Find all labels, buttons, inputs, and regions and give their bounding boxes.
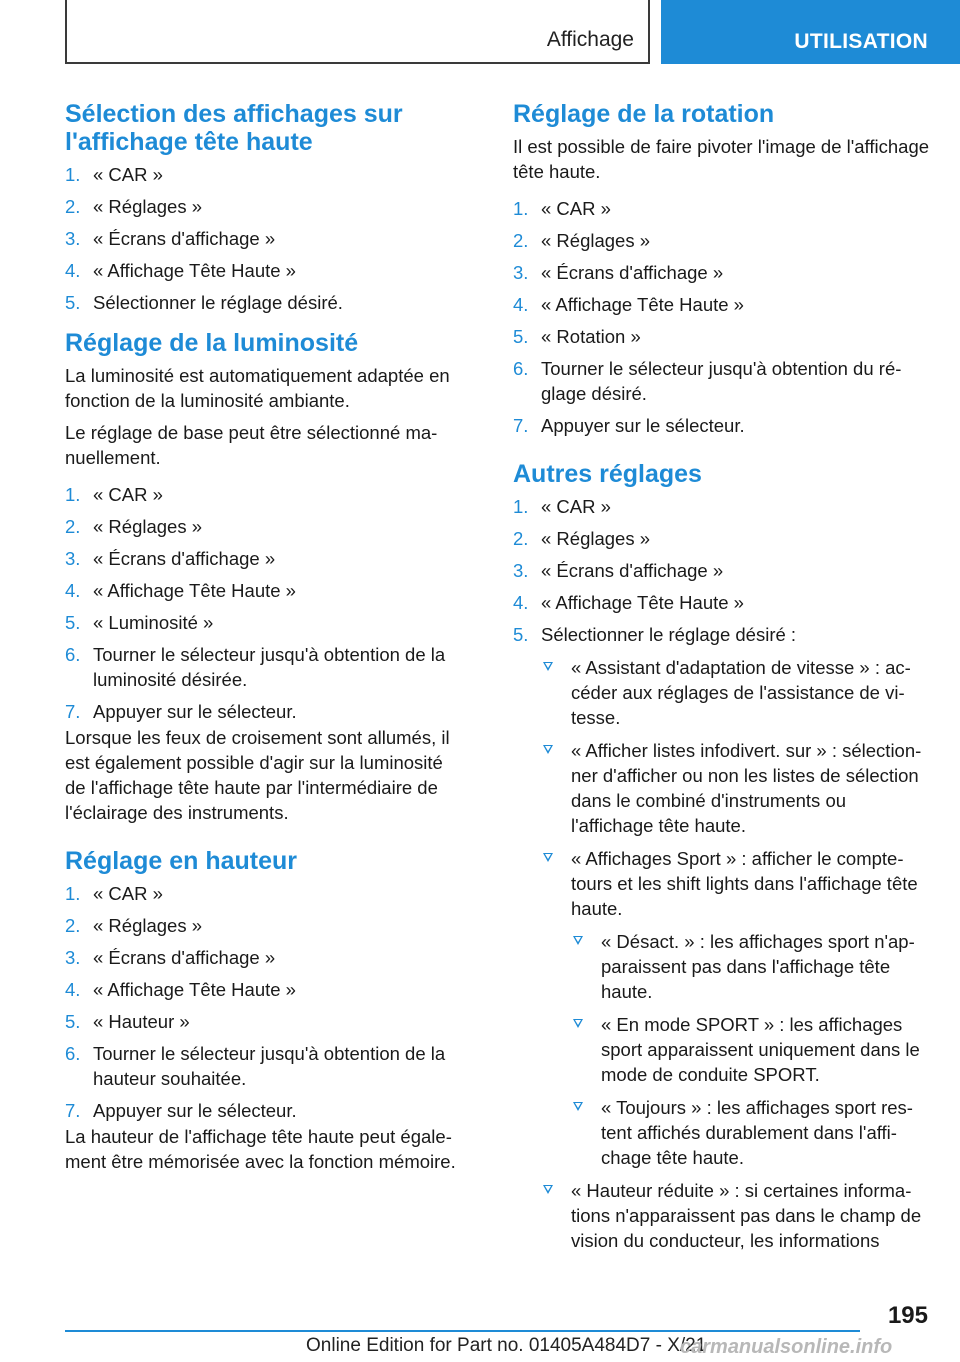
step-item: 3. « Écrans d'affichage »: [513, 560, 724, 581]
watermark: carmanualsonline.info: [680, 1336, 893, 1358]
step-item: 1. « CAR »: [65, 883, 163, 904]
step-item: 5. « Luminosité »: [65, 612, 214, 633]
paragraph: La hauteur de l'affichage tête haute peut également être mémorisée avec la fonction mémoire.: [65, 1126, 456, 1172]
step-item: 3. « Écrans d'affichage »: [65, 228, 276, 249]
sub-bullet-item: « Désact. » : les affichages sport n'apparaissent pas dans l'affichage tête haute.: [571, 929, 931, 1004]
footer-divider: [65, 1330, 860, 1332]
header-section-title: Affichage: [546, 28, 634, 51]
step-item: 6. Tourner le sélecteur jusqu'à obtention du réglage désiré.: [513, 358, 902, 404]
section-heading: Réglage de la luminosité: [65, 329, 359, 357]
step-item: 1. « CAR »: [513, 496, 611, 517]
step-item: 1. « CAR »: [65, 164, 163, 185]
step-item: 2. « Réglages »: [65, 915, 203, 936]
section-other-settings: [513, 460, 931, 1253]
triangle-bullet-icon: [573, 1019, 583, 1028]
step-item: 7. Appuyer sur le sélecteur.: [65, 701, 297, 722]
bullet-item: « Afficher listes infodivert. sur » : sélectionner d'afficher ou non les listes de sélection dans le combiné d'instruments ou l'affichage tête haute.: [541, 738, 931, 838]
step-item: 4. « Affichage Tête Haute »: [65, 580, 296, 601]
paragraph: La luminosité est automatiquement adaptée en fonction de la luminosité ambiante.: [65, 365, 450, 411]
sub-bullet-list: [571, 929, 931, 1170]
step-item: 4. « Affichage Tête Haute »: [513, 592, 744, 613]
section-heading: Sélection des affichages sur l'affichage tête haute: [65, 100, 403, 156]
step-item: 4. « Affichage Tête Haute »: [65, 260, 296, 281]
step-list: [513, 494, 931, 1253]
step-item: 1. « CAR »: [65, 484, 163, 505]
step-item: 4. « Affichage Tête Haute »: [513, 294, 744, 315]
step-item: 5. « Rotation »: [513, 326, 641, 347]
step-item: 6. Tourner le sélecteur jusqu'à obtention de la luminosité désirée.: [65, 644, 446, 690]
step-item: 2. « Réglages »: [65, 196, 203, 217]
triangle-bullet-icon: [543, 853, 553, 862]
header-chapter-title: UTILISATION: [794, 30, 928, 53]
step-item: 5. Sélectionner le réglage désiré : « Assistant d'adaptation de vitesse » : accéder aux réglages de l'assistance de vitesse. « Afficher listes infodivert. sur » : sélectionner d'afficher ou non les listes de sélection dans le combiné d'instruments ou l'affichage tête haute. « Affichages Sport » : afficher le compte-tours et les shift lights dans l'affichage tête haute. « Désact. » : les affichages sport n'apparaissent pas dans l'affichage tête haute. « En mode SPORT » : les affichages sport apparaissent uniquement dans le mode de conduite SPORT. « Toujours » : les affichages sport restent affichés durablement dans l'affichage tête haute. « Hauteur réduite » : si certaines informations n'apparaissent pas dans le champ de vision du conducteur, les informations: [513, 622, 931, 1253]
step-item: 6. Tourner le sélecteur jusqu'à obtention de la hauteur souhaitée.: [65, 1043, 446, 1089]
triangle-bullet-icon: [543, 745, 553, 754]
step-list: [65, 482, 467, 724]
section-heading: Réglage de la rotation: [513, 100, 775, 128]
header-chapter-box: [661, 0, 960, 64]
step-item: 7. Appuyer sur le sélecteur.: [65, 1100, 297, 1121]
triangle-bullet-icon: [573, 1102, 583, 1111]
paragraph: Lorsque les feux de croisement sont allumés, il est également possible d'agir sur la luminosité de l'affichage tête haute par l'intermédiaire de l'éclairage des instruments.: [65, 727, 450, 823]
triangle-bullet-icon: [573, 936, 583, 945]
step-item: 3. « Écrans d'affichage »: [65, 947, 276, 968]
header-section-box: [65, 0, 650, 64]
step-item: 2. « Réglages »: [65, 516, 203, 537]
paragraph: Il est possible de faire pivoter l'image de l'affichage tête haute.: [513, 136, 930, 182]
paragraph: Le réglage de base peut être sélectionné manuellement.: [65, 422, 438, 468]
step-list: [65, 162, 467, 315]
bullet-item: « Affichages Sport » : afficher le compte-tours et les shift lights dans l'affichage tête haute. « Désact. » : les affichages sport n'apparaissent pas dans l'affichage tête haute. « En mode SPORT » : les affichages sport apparaissent uniquement dans le mode de conduite SPORT. « Toujours » : les affichages sport restent affichés durablement dans l'affichage tête haute.: [541, 846, 931, 1170]
triangle-bullet-icon: [543, 662, 553, 671]
bullet-item: « Hauteur réduite » : si certaines informations n'apparaissent pas dans le champ de vision du conducteur, les informations: [541, 1178, 931, 1253]
step-item: 3. « Écrans d'affichage »: [513, 262, 724, 283]
step-list: [65, 881, 467, 1123]
section-heading: Autres réglages: [513, 460, 702, 488]
section-display-selection: [65, 100, 467, 315]
section-height: [65, 847, 467, 1174]
bullet-list: [541, 655, 931, 1253]
step-item: 4. « Affichage Tête Haute »: [65, 979, 296, 1000]
left-column: [65, 100, 467, 1188]
right-column: [513, 100, 931, 1267]
step-item: 3. « Écrans d'affichage »: [65, 548, 276, 569]
step-item: 5. « Hauteur »: [65, 1011, 190, 1032]
bullet-item: « Assistant d'adaptation de vitesse » : accéder aux réglages de l'assistance de vitesse.: [541, 655, 931, 730]
footer-edition: Online Edition for Part no. 01405A484D7 - X/21: [306, 1335, 707, 1356]
step-item: 5. Sélectionner le réglage désiré.: [65, 292, 343, 313]
step-item: 2. « Réglages »: [513, 230, 651, 251]
page-number: 195: [887, 1302, 928, 1329]
step-item: 2. « Réglages »: [513, 528, 651, 549]
triangle-bullet-icon: [543, 1185, 553, 1194]
section-brightness: [65, 329, 467, 825]
section-rotation: [513, 100, 931, 438]
sub-bullet-item: « Toujours » : les affichages sport restent affichés durablement dans l'affichage tête haute.: [571, 1095, 931, 1170]
section-heading: Réglage en hauteur: [65, 847, 297, 875]
step-item: 7. Appuyer sur le sélecteur.: [513, 415, 745, 436]
sub-bullet-item: « En mode SPORT » : les affichages sport apparaissent uniquement dans le mode de conduite SPORT.: [571, 1012, 931, 1087]
step-item: 1. « CAR »: [513, 198, 611, 219]
step-list: [513, 196, 931, 438]
